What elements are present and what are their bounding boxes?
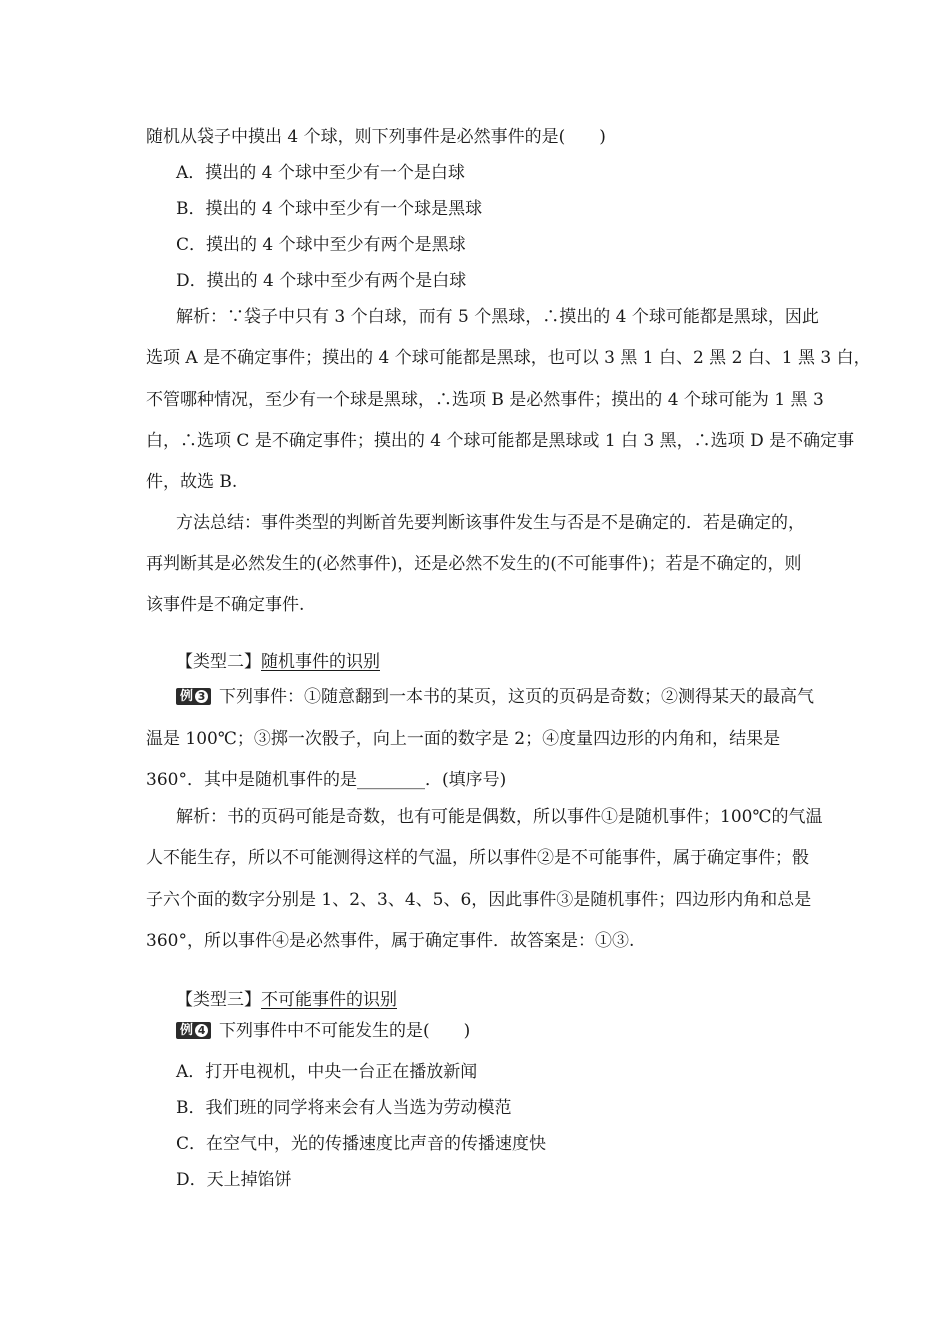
option-c: C．在空气中，光的传播速度比声音的传播速度快 — [176, 1134, 547, 1154]
example-4-line — [176, 1020, 470, 1042]
section-heading-type3 — [176, 989, 397, 1011]
question-stem: 随机从袋子中摸出 4 个球，则下列事件是必然事件的是( ) — [146, 127, 606, 147]
analysis-line: 白，∴选项 C 是不确定事件；摸出的 4 个球可能都是黑球或 1 白 3 黑，∴选项 D 是不确定事 — [146, 431, 855, 451]
section-title: 不可能事件的识别 — [261, 990, 397, 1010]
option-d: D．摸出的 4 个球中至少有两个是白球 — [176, 271, 467, 291]
section-heading-type2 — [176, 651, 380, 673]
example-badge — [176, 1022, 211, 1039]
option-a: A．打开电视机，中央一台正在播放新闻 — [176, 1062, 478, 1082]
analysis-line: 子六个面的数字分别是 1、2、3、4、5、6，因此事件③是随机事件；四边形内角和总是 — [146, 890, 812, 910]
example-stem: 下列事件中不可能发生的是( ) — [219, 1021, 471, 1041]
example-stem-line: 360°．其中是随机事件的是________．(填序号) — [146, 770, 507, 790]
analysis-line: 人不能生存，所以不可能测得这样的气温，所以事件②是不可能事件，属于确定事件；骰 — [146, 848, 809, 868]
option-d: D．天上掉馅饼 — [176, 1170, 292, 1190]
example-badge-number: 3 — [195, 690, 208, 703]
option-b: B．我们班的同学将来会有人当选为劳动模范 — [176, 1098, 512, 1118]
method-summary-line: 再判断其是必然发生的(必然事件)，还是必然不发生的(不可能事件)；若是不确定的，则 — [146, 554, 802, 574]
example-badge — [176, 688, 211, 705]
section-tag: 【类型二】 — [176, 652, 261, 672]
option-b: B．摸出的 4 个球中至少有一个球是黑球 — [176, 199, 483, 219]
method-summary-line: 方法总结：事件类型的判断首先要判断该事件发生与否是不是确定的．若是确定的， — [176, 513, 805, 533]
example-badge-number: 4 — [195, 1024, 208, 1037]
example-badge-label: 例 — [180, 689, 194, 704]
section-tag: 【类型三】 — [176, 990, 261, 1010]
example-badge-label: 例 — [180, 1023, 194, 1038]
analysis-line: 不管哪种情况，至少有一个球是黑球，∴选项 B 是必然事件；摸出的 4 个球可能为 1 黑 3 — [146, 390, 824, 410]
analysis-line: 解析：∵袋子中只有 3 个白球，而有 5 个黑球，∴摸出的 4 个球可能都是黑球，因此 — [176, 307, 819, 327]
analysis-line: 选项 A 是不确定事件；摸出的 4 个球可能都是黑球，也可以 3 黑 1 白、2 黑 2 白、1 黑 3 白， — [146, 348, 871, 368]
option-c: C．摸出的 4 个球中至少有两个是黑球 — [176, 235, 466, 255]
example-stem: 下列事件：①随意翻到一本书的某页，这页的页码是奇数；②测得某天的最高气 — [219, 687, 815, 707]
method-summary-line: 该事件是不确定事件. — [146, 595, 305, 615]
analysis-line: 360°，所以事件④是必然事件，属于确定事件．故答案是：①③. — [146, 931, 635, 951]
analysis-line: 件，故选 B. — [146, 472, 238, 492]
section-title: 随机事件的识别 — [261, 652, 380, 672]
option-a: A．摸出的 4 个球中至少有一个是白球 — [176, 163, 465, 183]
example-3-line — [176, 686, 814, 708]
analysis-line: 解析：书的页码可能是奇数，也有可能是偶数，所以事件①是随机事件；100℃的气温 — [176, 807, 823, 827]
example-stem-line: 温是 100℃；③掷一次骰子，向上一面的数字是 2；④度量四边形的内角和，结果是 — [146, 729, 781, 749]
